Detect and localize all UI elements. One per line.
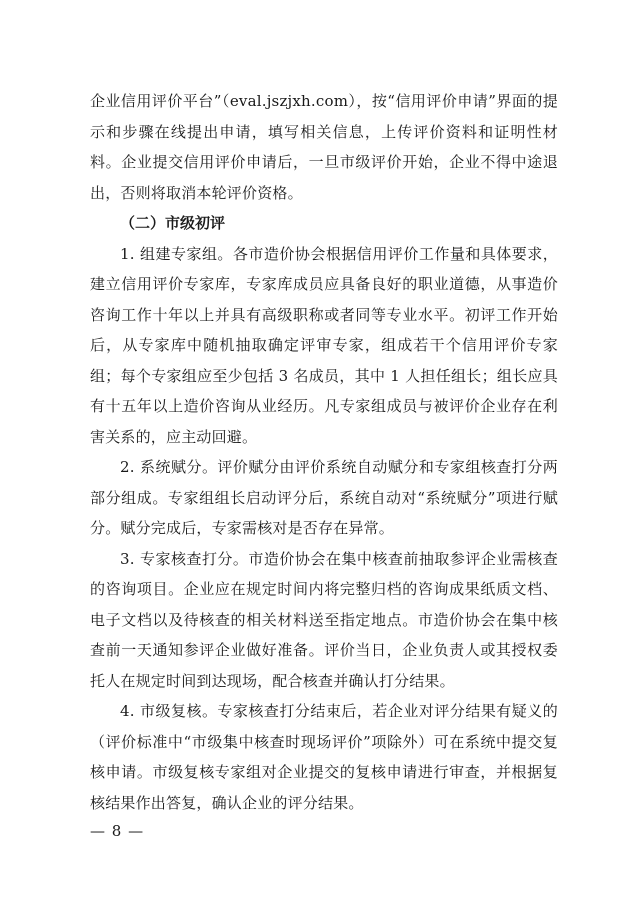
item-paragraph-4: 4. 市级复核。专家核查打分结束后，若企业对评分结果有疑义的（评价标准中“市级集中核查时现场评价”项除外）可在系统中提交复核申请。市级复核专家组对企业提交的复核申请进行审查，并根据复核结果作出答复，确认企业的评分结果。 <box>90 702 558 812</box>
intro-paragraph: 企业信用评价平台”（eval.jszjxh.com），按“信用评价申请”界面的提示和步骤在线提出申请，填写相关信息，上传评价资料和证明性材料。企业提交信用评价申请后，一旦市级评价开始，企业不得中途退出，否则将取消本轮评价资格。 <box>90 92 558 202</box>
page-number: — 8 — <box>90 822 145 840</box>
section-heading: （二）市级初评 <box>120 214 226 232</box>
document-body <box>90 86 558 818</box>
item-paragraph-2: 2. 系统赋分。评价赋分由评价系统自动赋分和专家组核查打分两部分组成。专家组组长启动评分后，系统自动对“系统赋分”项进行赋分。赋分完成后，专家需核对是否存在异常。 <box>90 458 558 537</box>
item-paragraph-3: 3. 专家核查打分。市造价协会在集中核查前抽取参评企业需核查的咨询项目。企业应在规定时间内将完整归档的咨询成果纸质文档、电子文档以及待核查的相关材料送至指定地点。市造价协会在集中核查前一天通知参评企业做好准备。评价当日，企业负责人或其授权委托人在规定时间到达现场，配合核查并确认打分结果。 <box>90 549 558 690</box>
item-paragraph-1: 1. 组建专家组。各市造价协会根据信用评价工作量和具体要求，建立信用评价专家库，专家库成员应具备良好的职业道德，从事造价咨询工作十年以上并具有高级职称或者同等专业水平。初评工作开始后，从专家库中随机抽取确定评审专家，组成若干个信用评价专家组；每个专家组应至少包括 3 名成员，其中 1 人担任组长；组长应具有十五年以上造价咨询从业经历。凡专家组成员与被评价企业存在利害关系的，应主动回避。 <box>90 244 558 446</box>
